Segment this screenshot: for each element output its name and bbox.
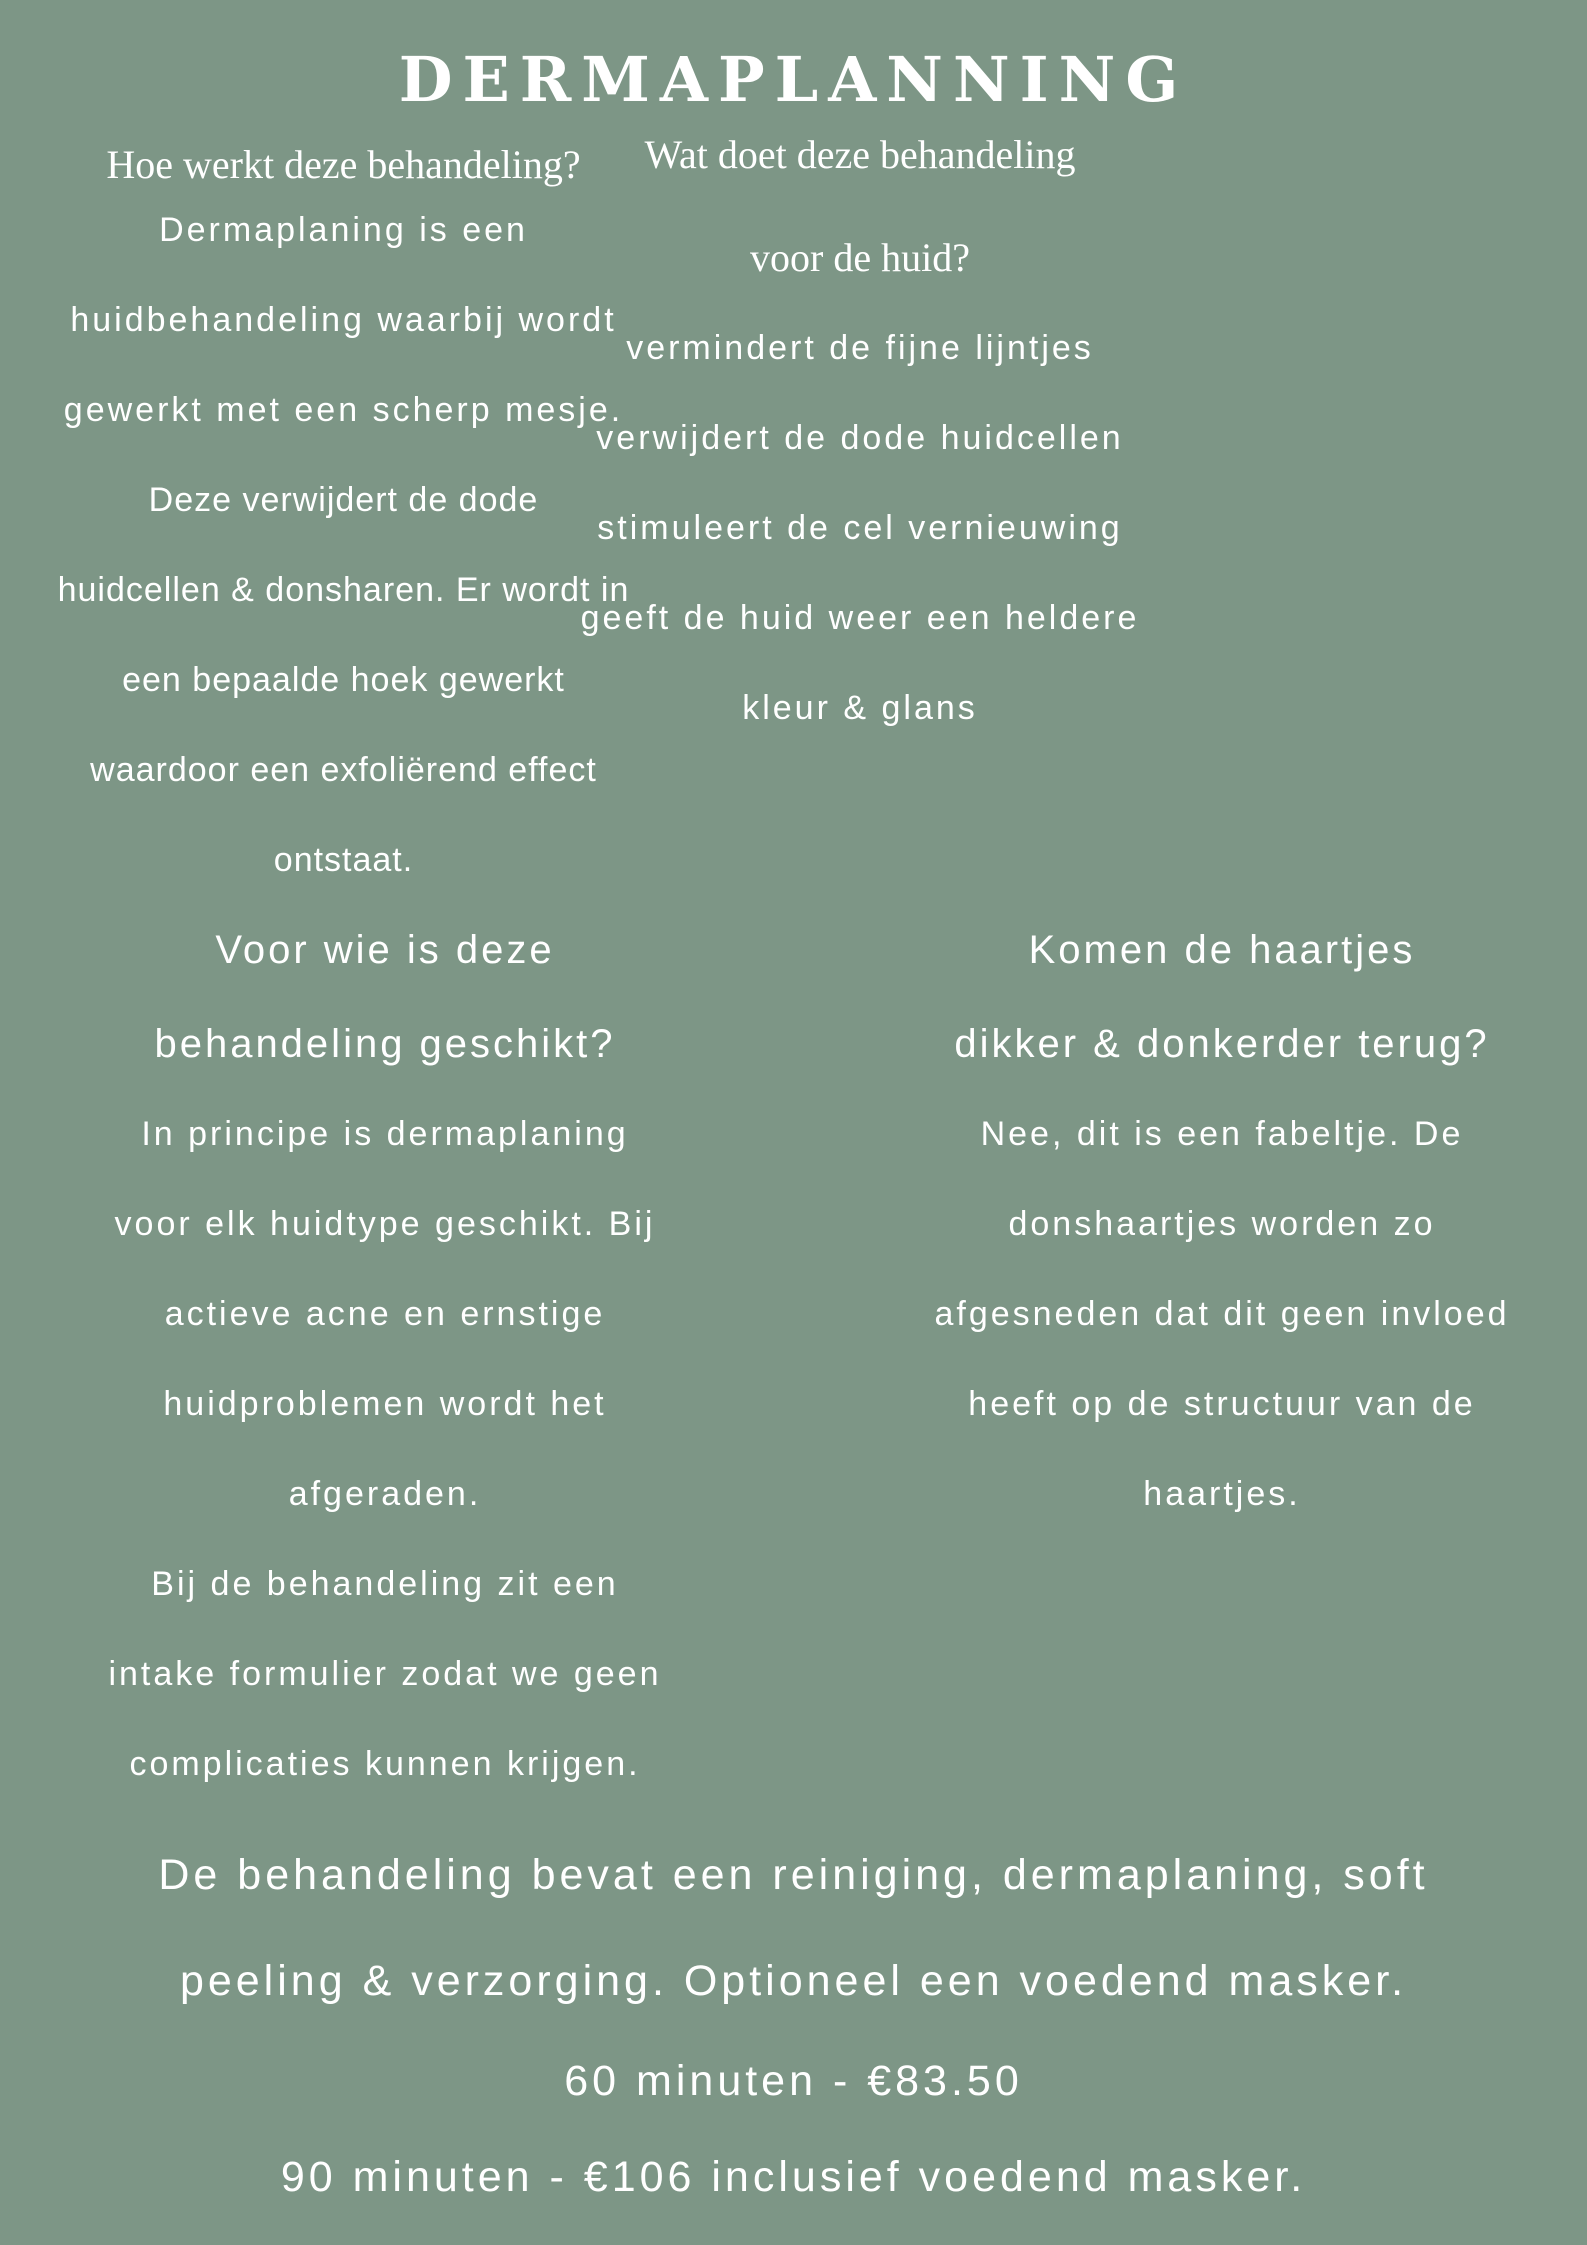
body-line: afgeraden. <box>288 1475 482 1513</box>
section-how-heading: Hoe werkt deze behandeling? <box>106 142 581 187</box>
body-line: donshaartjes worden zo <box>1008 1205 1436 1243</box>
body-line: complicaties kunnen krijgen. <box>129 1745 641 1783</box>
section-what-heading-line: voor de huid? <box>750 235 970 280</box>
body-line: voor elk huidtype geschikt. Bij <box>114 1205 656 1243</box>
body-line: verwijdert de dode huidcellen <box>596 419 1124 457</box>
body-line: intake formulier zodat we geen <box>108 1655 662 1693</box>
body-line: actieve acne en ernstige <box>164 1295 606 1333</box>
section-what <box>500 120 1220 768</box>
body-line: Deze verwijdert de dode <box>148 481 539 519</box>
page-title: DERMAPLANNING <box>398 43 1189 116</box>
section-who-heading-line: Voor wie is deze <box>215 928 555 972</box>
body-line: huidbehandeling waarbij wordt <box>70 301 617 339</box>
footer-line: peeling & verzorging. Optioneel een voedend masker. <box>179 1957 1408 2005</box>
body-line: Nee, dit is een fabeltje. De <box>980 1115 1464 1153</box>
body-line: In principe is dermaplaning <box>141 1115 629 1153</box>
body-line: gewerkt met een scherp mesje. <box>63 391 624 429</box>
body-line: geeft de huid weer een heldere <box>580 599 1140 637</box>
price-60: 60 minuten - €83.50 <box>564 2057 1023 2105</box>
body-line: een bepaalde hoek gewerkt <box>122 661 565 699</box>
footer-line: De behandeling bevat een reiniging, dermaplaning, soft <box>158 1851 1429 1899</box>
section-who <box>25 910 745 1824</box>
body-line: Dermaplaning is een <box>159 211 528 249</box>
body-line: ontstaat. <box>273 841 414 879</box>
body-line: afgesneden dat dit geen invloed <box>934 1295 1510 1333</box>
body-line: kleur & glans <box>742 689 978 727</box>
body-line: stimuleert de cel vernieuwing <box>597 509 1123 547</box>
price-90: 90 minuten - €106 inclusief voedend masker. <box>280 2153 1307 2201</box>
body-line: haartjes. <box>1143 1475 1301 1513</box>
body-line: Bij de behandeling zit een <box>151 1565 619 1603</box>
section-hair-heading-line: Komen de haartjes <box>1028 928 1416 972</box>
section-hair <box>862 910 1582 1554</box>
section-hair-heading-line: dikker & donkerder terug? <box>954 1022 1490 1066</box>
section-who-heading-line: behandeling geschikt? <box>154 1022 616 1066</box>
body-line: heeft op de structuur van de <box>968 1385 1476 1423</box>
footer <box>0 1840 1587 2222</box>
body-line: huidproblemen wordt het <box>163 1385 607 1423</box>
body-line: huidcellen & donsharen. Er wordt in <box>57 571 630 609</box>
body-line: waardoor een exfoliërend effect <box>90 751 597 789</box>
body-line: vermindert de fijne lijntjes <box>626 329 1094 367</box>
section-what-heading-line: Wat doet deze behandeling <box>644 132 1076 177</box>
